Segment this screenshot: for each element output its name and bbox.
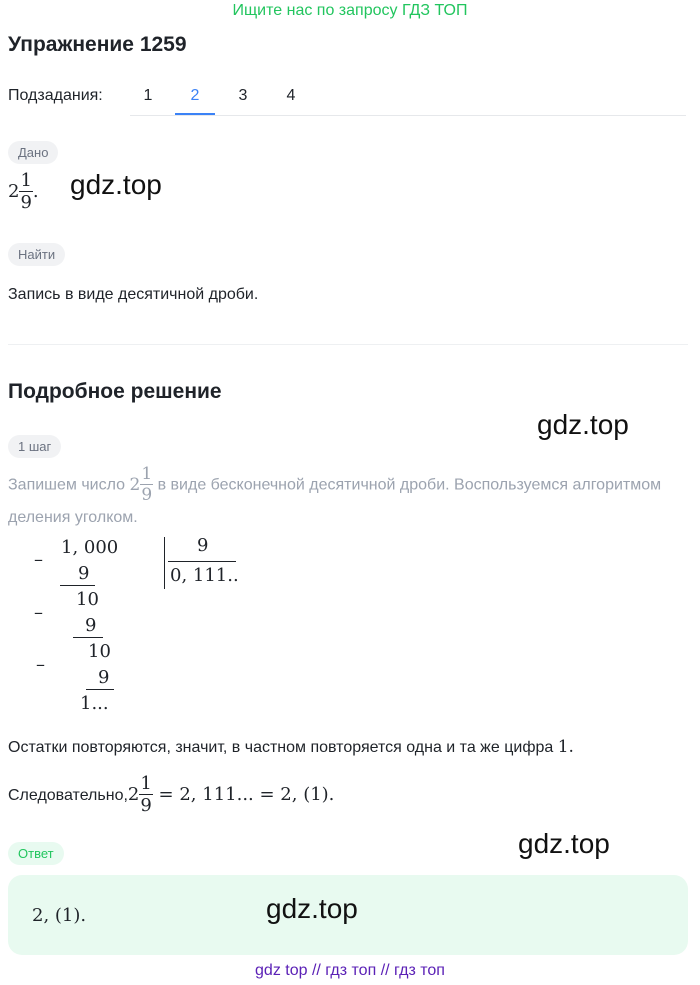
ld-line-2	[73, 637, 103, 638]
conclusion-sentence: Остатки повторяются, значит, в частном повторяется одна и та же цифра	[8, 739, 554, 756]
ld-sub3: 9	[98, 667, 110, 688]
step-text-before: Запишем число	[8, 476, 126, 494]
result-line	[8, 775, 334, 815]
section-divider	[8, 344, 688, 345]
tab-subtask-2[interactable]: 2	[190, 87, 200, 104]
ld-divisor: 9	[197, 535, 209, 556]
find-text: Запись в виде десятичной дроби.	[8, 286, 259, 303]
step-fraction	[140, 466, 153, 504]
ld-sub1: 9	[78, 563, 90, 584]
result-rest: = 2, 111... = 2, (1).	[158, 784, 335, 805]
step-badge: 1 шаг	[8, 435, 61, 458]
find-badge: Найти	[8, 243, 65, 266]
conclusion-digit: 1.	[557, 737, 574, 757]
watermark-3: gdz.top	[518, 828, 610, 859]
watermark-4: gdz.top	[266, 893, 358, 924]
conclusion-text	[8, 737, 574, 757]
tabs-divider	[130, 115, 686, 116]
ld-rem1: 10	[76, 589, 99, 610]
ld-rem3: 1...	[80, 693, 109, 714]
step-text-line2: деления уголком.	[8, 509, 138, 526]
given-numerator: 1	[20, 170, 32, 191]
result-whole: 2	[127, 784, 140, 805]
ld-divider-vertical	[164, 537, 165, 589]
ld-line-3	[86, 689, 114, 690]
step-whole: 2	[129, 474, 141, 495]
active-tab-indicator	[175, 113, 215, 115]
result-prefix: Следовательно,	[8, 787, 128, 804]
ld-rem2: 10	[88, 641, 111, 662]
footer-links[interactable]: gdz top // гдз топ // гдз топ	[255, 962, 445, 979]
answer-badge: Ответ	[8, 842, 64, 865]
step-text-after: в виде бесконечной десятичной дроби. Воспользуемся алгоритмом	[157, 476, 662, 494]
given-denominator: 9	[20, 192, 32, 213]
page-title: Упражнение 1259	[8, 33, 187, 56]
tab-subtask-3[interactable]: 3	[238, 87, 248, 104]
answer-value: 2, (1).	[32, 905, 87, 926]
step-numerator: 1	[141, 464, 153, 484]
given-whole: 2	[8, 181, 20, 202]
given-value	[8, 172, 39, 212]
minus-sign-3: –	[36, 654, 45, 675]
result-numerator: 1	[140, 773, 152, 794]
ld-line-1	[60, 585, 95, 586]
tab-subtask-1[interactable]: 1	[143, 87, 153, 104]
ld-sub2: 9	[85, 615, 97, 636]
step-text	[8, 466, 692, 504]
ld-quotient: 0, 111..	[170, 565, 239, 586]
minus-sign-1: –	[34, 549, 43, 570]
given-fraction	[19, 172, 32, 212]
step-denominator: 9	[141, 485, 153, 505]
solution-heading: Подробное решение	[8, 380, 222, 403]
given-suffix: .	[32, 181, 39, 202]
step-number	[129, 464, 153, 505]
watermark-2: gdz.top	[537, 409, 629, 440]
given-badge: Дано	[8, 141, 58, 164]
top-banner: Ищите нас по запросу ГДЗ ТОП	[232, 2, 468, 19]
subtasks-label: Подзадания:	[8, 87, 103, 104]
watermark-1: gdz.top	[70, 169, 162, 200]
ld-divisor-line	[168, 561, 236, 562]
tab-subtask-4[interactable]: 4	[286, 87, 296, 104]
ld-dividend: 1, 000	[61, 537, 119, 558]
result-denominator: 9	[140, 795, 152, 816]
result-expression	[127, 773, 335, 816]
result-fraction	[139, 775, 152, 815]
minus-sign-2: –	[34, 602, 43, 623]
